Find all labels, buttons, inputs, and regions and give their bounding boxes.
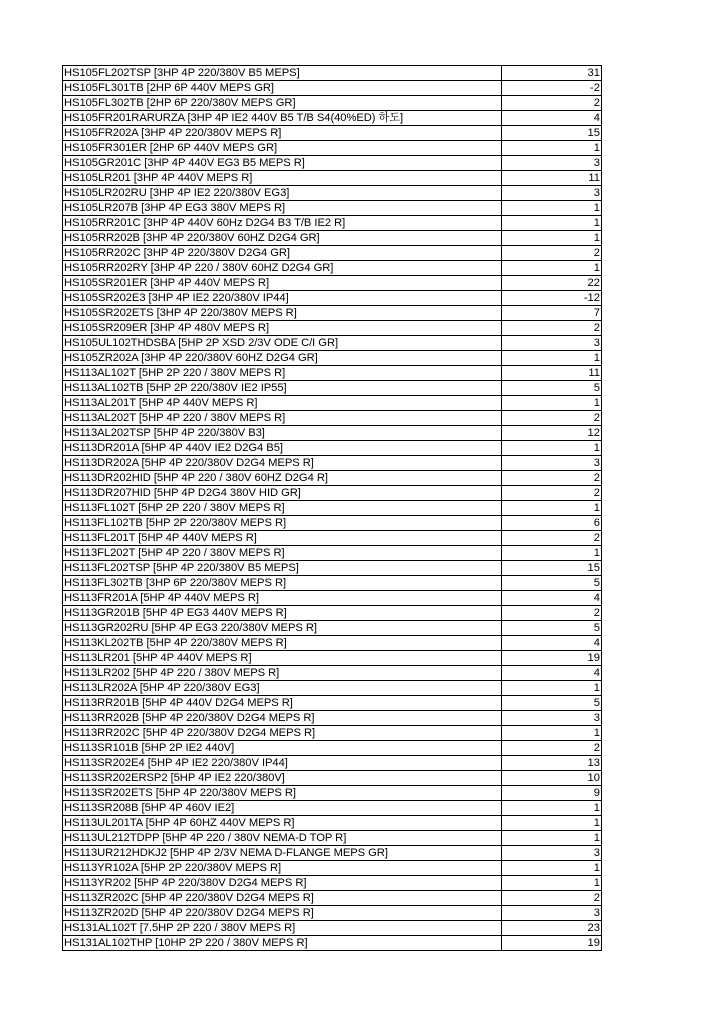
table-row xyxy=(63,591,602,606)
quantity-cell: 2 xyxy=(502,246,602,261)
item-description-cell: HS113AL102TB [5HP 2P 220/380V IE2 IP55] xyxy=(63,381,502,396)
item-description-cell: HS105FL301TB [2HP 6P 440V MEPS GR] xyxy=(63,81,502,96)
quantity-cell: 31 xyxy=(502,66,602,81)
table-row xyxy=(63,861,602,876)
item-description-cell: HS113FL202TSP [5HP 4P 220/380V B5 MEPS] xyxy=(63,561,502,576)
item-description-cell: HS113AL102T [5HP 2P 220 / 380V MEPS R] xyxy=(63,366,502,381)
quantity-cell: 15 xyxy=(502,126,602,141)
item-description-cell: HS113LR201 [5HP 4P 440V MEPS R] xyxy=(63,651,502,666)
table-row xyxy=(63,801,602,816)
quantity-cell: 2 xyxy=(502,96,602,111)
item-description-cell: HS105RR202C [3HP 4P 220/380V D2G4 GR] xyxy=(63,246,502,261)
quantity-cell: 3 xyxy=(502,336,602,351)
table-row xyxy=(63,81,602,96)
table-row xyxy=(63,456,602,471)
table-row xyxy=(63,891,602,906)
quantity-cell: 2 xyxy=(502,411,602,426)
table-row xyxy=(63,486,602,501)
table-row xyxy=(63,336,602,351)
table-row xyxy=(63,321,602,336)
item-description-cell: HS113UL201TA [5HP 4P 60HZ 440V MEPS R] xyxy=(63,816,502,831)
quantity-cell: 22 xyxy=(502,276,602,291)
quantity-cell: 1 xyxy=(502,216,602,231)
item-description-cell: HS113FL102TB [5HP 2P 220/380V MEPS R] xyxy=(63,516,502,531)
table-row xyxy=(63,636,602,651)
quantity-cell: 5 xyxy=(502,696,602,711)
quantity-cell: 2 xyxy=(502,531,602,546)
quantity-cell: 1 xyxy=(502,201,602,216)
quantity-cell: 1 xyxy=(502,441,602,456)
table-row xyxy=(63,501,602,516)
table-row xyxy=(63,906,602,921)
table-row xyxy=(63,936,602,951)
item-description-cell: HS105RR201C [3HP 4P 440V 60Hz D2G4 B3 T/B IE2 R] xyxy=(63,216,502,231)
quantity-cell: 19 xyxy=(502,651,602,666)
quantity-cell: 1 xyxy=(502,681,602,696)
table-row xyxy=(63,756,602,771)
table-row xyxy=(63,246,602,261)
quantity-cell: 3 xyxy=(502,156,602,171)
item-description-cell: HS105SR202E3 [3HP 4P IE2 220/380V IP44] xyxy=(63,291,502,306)
item-description-cell: HS113RR202B [5HP 4P 220/380V D2G4 MEPS R] xyxy=(63,711,502,726)
item-description-cell: HS105LR207B [3HP 4P EG3 380V MEPS R] xyxy=(63,201,502,216)
table-row xyxy=(63,441,602,456)
inventory-table xyxy=(62,65,602,951)
quantity-cell: 1 xyxy=(502,876,602,891)
table-row xyxy=(63,231,602,246)
quantity-cell: 1 xyxy=(502,231,602,246)
quantity-cell: 19 xyxy=(502,936,602,951)
quantity-cell: 4 xyxy=(502,111,602,126)
table-row xyxy=(63,741,602,756)
quantity-cell: 1 xyxy=(502,351,602,366)
table-row xyxy=(63,396,602,411)
item-description-cell: HS113AL202T [5HP 4P 220 / 380V MEPS R] xyxy=(63,411,502,426)
item-description-cell: HS113RR202C [5HP 4P 220/380V D2G4 MEPS R] xyxy=(63,726,502,741)
quantity-cell: 15 xyxy=(502,561,602,576)
table-row xyxy=(63,846,602,861)
item-description-cell: HS113DR201A [5HP 4P 440V IE2 D2G4 B5] xyxy=(63,441,502,456)
table-row xyxy=(63,426,602,441)
quantity-cell: 5 xyxy=(502,381,602,396)
item-description-cell: HS113LR202A [5HP 4P 220/380V EG3] xyxy=(63,681,502,696)
table-row xyxy=(63,351,602,366)
item-description-cell: HS113DR202A [5HP 4P 220/380V D2G4 MEPS R] xyxy=(63,456,502,471)
item-description-cell: HS105LR202RU [3HP 4P IE2 220/380V EG3] xyxy=(63,186,502,201)
quantity-cell: 3 xyxy=(502,711,602,726)
quantity-cell: 5 xyxy=(502,621,602,636)
table-row xyxy=(63,366,602,381)
item-description-cell: HS113DR202HID [5HP 4P 220 / 380V 60HZ D2G4 R] xyxy=(63,471,502,486)
table-row xyxy=(63,816,602,831)
quantity-cell: -12 xyxy=(502,291,602,306)
quantity-cell: 2 xyxy=(502,486,602,501)
item-description-cell: HS105FL202TSP [3HP 4P 220/380V B5 MEPS] xyxy=(63,66,502,81)
table-row xyxy=(63,201,602,216)
table-row xyxy=(63,621,602,636)
item-description-cell: HS113YR202 [5HP 4P 220/380V D2G4 MEPS R] xyxy=(63,876,502,891)
table-row xyxy=(63,156,602,171)
item-description-cell: HS105RR202RY [3HP 4P 220 / 380V 60HZ D2G4 GR] xyxy=(63,261,502,276)
quantity-cell: 2 xyxy=(502,891,602,906)
item-description-cell: HS105FR201RARURZA [3HP 4P IE2 440V B5 T/B S4(40%ED) 하도] xyxy=(63,111,502,126)
item-description-cell: HS105GR201C [3HP 4P 440V EG3 B5 MEPS R] xyxy=(63,156,502,171)
item-description-cell: HS113UL212TDPP [5HP 4P 220 / 380V NEMA-D TOP R] xyxy=(63,831,502,846)
item-description-cell: HS113ZR202C [5HP 4P 220/380V D2G4 MEPS R] xyxy=(63,891,502,906)
table-row xyxy=(63,381,602,396)
quantity-cell: 1 xyxy=(502,831,602,846)
item-description-cell: HS113SR202ETS [5HP 4P 220/380V MEPS R] xyxy=(63,786,502,801)
table-row xyxy=(63,771,602,786)
table-row xyxy=(63,411,602,426)
item-description-cell: HS113FL302TB [3HP 6P 220/380V MEPS R] xyxy=(63,576,502,591)
table-row xyxy=(63,186,602,201)
item-description-cell: HS113AL201T [5HP 4P 440V MEPS R] xyxy=(63,396,502,411)
table-row xyxy=(63,306,602,321)
quantity-cell: 11 xyxy=(502,171,602,186)
item-description-cell: HS113SR101B [5HP 2P IE2 440V] xyxy=(63,741,502,756)
quantity-cell: 2 xyxy=(502,471,602,486)
table-row xyxy=(63,216,602,231)
table-row xyxy=(63,726,602,741)
quantity-cell: 5 xyxy=(502,576,602,591)
quantity-cell: 2 xyxy=(502,321,602,336)
item-description-cell: HS113SR202ERSP2 [5HP 4P IE2 220/380V] xyxy=(63,771,502,786)
quantity-cell: 3 xyxy=(502,846,602,861)
table-row xyxy=(63,576,602,591)
quantity-cell: 13 xyxy=(502,756,602,771)
item-description-cell: HS113SR202E4 [5HP 4P IE2 220/380V IP44] xyxy=(63,756,502,771)
table-row xyxy=(63,876,602,891)
item-description-cell: HS105LR201 [3HP 4P 440V MEPS R] xyxy=(63,171,502,186)
item-description-cell: HS105RR202B [3HP 4P 220/380V 60HZ D2G4 GR] xyxy=(63,231,502,246)
quantity-cell: 1 xyxy=(502,261,602,276)
table-row xyxy=(63,696,602,711)
item-description-cell: HS113FL202T [5HP 4P 220 / 380V MEPS R] xyxy=(63,546,502,561)
item-description-cell: HS113FR201A [5HP 4P 440V MEPS R] xyxy=(63,591,502,606)
table-row xyxy=(63,471,602,486)
item-description-cell: HS105SR209ER [3HP 4P 480V MEPS R] xyxy=(63,321,502,336)
table-row xyxy=(63,921,602,936)
item-description-cell: HS113KL202TB [5HP 4P 220/380V MEPS R] xyxy=(63,636,502,651)
table-row xyxy=(63,681,602,696)
quantity-cell: 1 xyxy=(502,816,602,831)
table-row xyxy=(63,126,602,141)
item-description-cell: HS113FL102T [5HP 2P 220 / 380V MEPS R] xyxy=(63,501,502,516)
quantity-cell: 1 xyxy=(502,396,602,411)
table-row xyxy=(63,831,602,846)
table-row xyxy=(63,546,602,561)
quantity-cell: 3 xyxy=(502,456,602,471)
table-row xyxy=(63,651,602,666)
quantity-cell: 1 xyxy=(502,501,602,516)
quantity-cell: 11 xyxy=(502,366,602,381)
quantity-cell: 12 xyxy=(502,426,602,441)
item-description-cell: HS113LR202 [5HP 4P 220 / 380V MEPS R] xyxy=(63,666,502,681)
item-description-cell: HS105FR301ER [2HP 6P 440V MEPS GR] xyxy=(63,141,502,156)
table-row xyxy=(63,141,602,156)
quantity-cell: 3 xyxy=(502,906,602,921)
table-row xyxy=(63,666,602,681)
item-description-cell: HS113AL202TSP [5HP 4P 220/380V B3] xyxy=(63,426,502,441)
item-description-cell: HS105UL102THDSBA [5HP 2P XSD 2/3V ODE C/I GR] xyxy=(63,336,502,351)
quantity-cell: 6 xyxy=(502,516,602,531)
item-description-cell: HS105ZR202A [3HP 4P 220/380V 60HZ D2G4 GR] xyxy=(63,351,502,366)
item-description-cell: HS105SR202ETS [3HP 4P 220/380V MEPS R] xyxy=(63,306,502,321)
quantity-cell: -2 xyxy=(502,81,602,96)
item-description-cell: HS113DR207HID [5HP 4P D2G4 380V HID GR] xyxy=(63,486,502,501)
item-description-cell: HS113FL201T [5HP 4P 440V MEPS R] xyxy=(63,531,502,546)
quantity-cell: 1 xyxy=(502,861,602,876)
quantity-cell: 1 xyxy=(502,801,602,816)
item-description-cell: HS113SR208B [5HP 4P 460V IE2] xyxy=(63,801,502,816)
quantity-cell: 2 xyxy=(502,741,602,756)
table-row xyxy=(63,66,602,81)
item-description-cell: HS105SR201ER [3HP 4P 440V MEPS R] xyxy=(63,276,502,291)
quantity-cell: 23 xyxy=(502,921,602,936)
item-description-cell: HS113ZR202D [5HP 4P 220/380V D2G4 MEPS R] xyxy=(63,906,502,921)
quantity-cell: 1 xyxy=(502,726,602,741)
item-description-cell: HS113GR202RU [5HP 4P EG3 220/380V MEPS R] xyxy=(63,621,502,636)
quantity-cell: 3 xyxy=(502,186,602,201)
table-row xyxy=(63,516,602,531)
item-description-cell: HS113UR212HDKJ2 [5HP 4P 2/3V NEMA D-FLANGE MEPS GR] xyxy=(63,846,502,861)
item-description-cell: HS105FR202A [3HP 4P 220/380V MEPS R] xyxy=(63,126,502,141)
table-row xyxy=(63,261,602,276)
table-row xyxy=(63,786,602,801)
quantity-cell: 4 xyxy=(502,666,602,681)
quantity-cell: 10 xyxy=(502,771,602,786)
table-row xyxy=(63,96,602,111)
quantity-cell: 7 xyxy=(502,306,602,321)
table-row xyxy=(63,711,602,726)
quantity-cell: 9 xyxy=(502,786,602,801)
quantity-cell: 4 xyxy=(502,591,602,606)
table-row xyxy=(63,531,602,546)
item-description-cell: HS113YR102A [5HP 2P 220/380V MEPS R] xyxy=(63,861,502,876)
table-row xyxy=(63,171,602,186)
item-description-cell: HS131AL102THP [10HP 2P 220 / 380V MEPS R] xyxy=(63,936,502,951)
item-description-cell: HS113GR201B [5HP 4P EG3 440V MEPS R] xyxy=(63,606,502,621)
quantity-cell: 4 xyxy=(502,636,602,651)
quantity-cell: 1 xyxy=(502,546,602,561)
table-row xyxy=(63,111,602,126)
table-row xyxy=(63,291,602,306)
table-row xyxy=(63,606,602,621)
item-description-cell: HS105FL302TB [2HP 6P 220/380V MEPS GR] xyxy=(63,96,502,111)
table-row xyxy=(63,561,602,576)
quantity-cell: 2 xyxy=(502,606,602,621)
item-description-cell: HS131AL102T [7.5HP 2P 220 / 380V MEPS R] xyxy=(63,921,502,936)
item-description-cell: HS113RR201B [5HP 4P 440V D2G4 MEPS R] xyxy=(63,696,502,711)
table-row xyxy=(63,276,602,291)
inventory-table-body xyxy=(63,66,602,951)
quantity-cell: 1 xyxy=(502,141,602,156)
